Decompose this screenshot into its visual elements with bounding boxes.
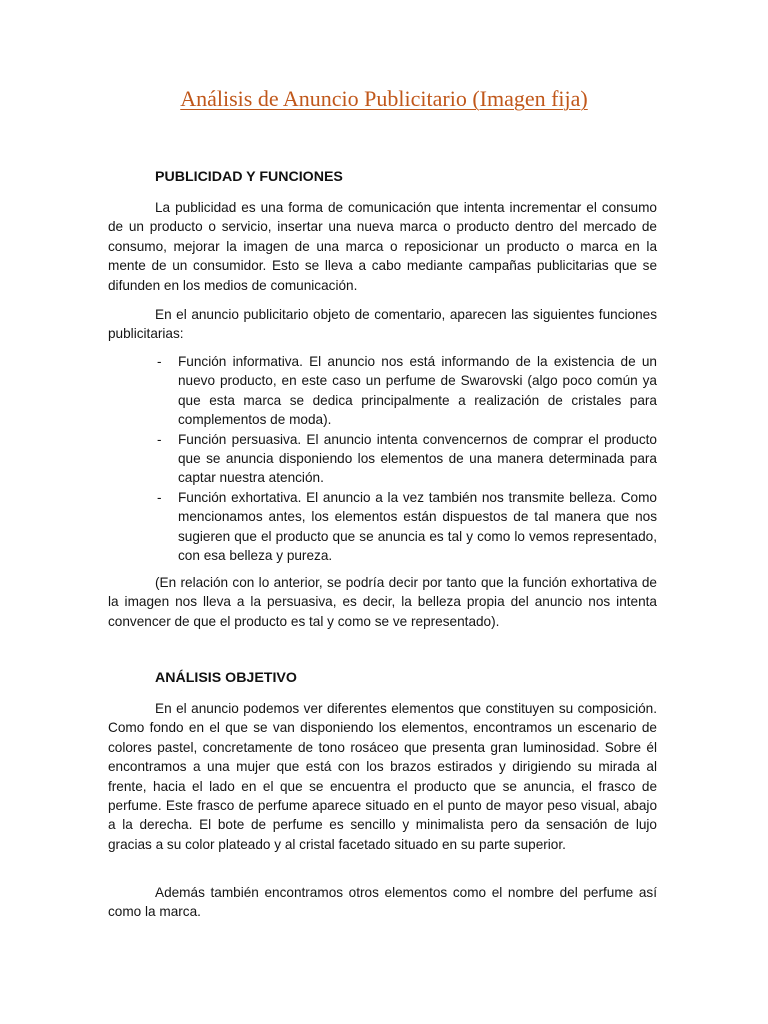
document-title: Análisis de Anuncio Publicitario (Imagen fija)	[180, 86, 588, 111]
paragraph-relacion-funciones: (En relación con lo anterior, se podría decir por tanto que la función exhortativa de la imagen nos lleva a la persuasiva, es decir, la belleza propia del anuncio nos intenta convencer de que el producto es tal y como se ve representado).	[108, 575, 657, 629]
list-item-funcion-persuasiva	[108, 430, 657, 488]
bullet-dash: -	[157, 431, 162, 447]
section-heading-analisis-objetivo: ANÁLISIS OBJETIVO	[155, 670, 297, 686]
paragraph-funciones-intro: En el anuncio publicitario objeto de comentario, aparecen las siguientes funciones publicitarias:	[108, 307, 657, 342]
list-item-text: Función exhortativa. El anuncio a la vez también nos transmite belleza. Como mencionamos antes, los elementos están dispuestos de tal manera que nos sugieren que el producto que se anuncia es tal y como lo vemos representado, con esa belleza y pureza.	[178, 489, 657, 564]
paragraph-analisis-composicion: En el anuncio podemos ver diferentes elementos que constituyen su composición. Como fondo en el que se van disponiendo los elementos, encontramos un escenario de colores pastel, concretamente de tono rosáceo que presenta gran luminosidad. Sobre él encontramos a una mujer que está con los brazos estirados y dirigiendo su mirada al frente, hacia el lado en el que se encuentra el producto que se anuncia, el frasco de perfume. Este frasco de perfume aparece situado en el punto de mayor peso visual, abajo a la derecha. El bote de perfume es sencillo y minimalista pero da sensación de lujo gracias a su color plateado y al cristal facetado situado en su parte superior.	[108, 701, 657, 852]
paragraph-definicion-publicidad: La publicidad es una forma de comunicación que intenta incrementar el consumo de un producto o servicio, insertar una nueva marca o producto dentro del mercado de consumo, mejorar la imagen de una marca o reposicionar un producto o marca en la mente de un consumidor. Esto se lleva a cabo mediante campañas publicitarias que se difunden en los medios de comunicación.	[108, 200, 657, 293]
bullet-dash: -	[157, 489, 162, 505]
section-heading-publicidad: PUBLICIDAD Y FUNCIONES	[155, 169, 343, 185]
list-item-text: Función persuasiva. El anuncio intenta convencernos de comprar el producto que se anuncia disponiendo los elementos de una manera determinada para captar nuestra atención.	[178, 431, 657, 486]
list-item-text: Función informativa. El anuncio nos está informando de la existencia de un nuevo producto, en este caso un perfume de Swarovski (algo poco común ya que esta marca se dedica principalmente a realización de cristales para complementos de moda).	[178, 354, 657, 428]
bullet-dash: -	[157, 354, 162, 369]
list-item-funcion-exhortativa	[108, 488, 657, 566]
list-item-funcion-informativa	[108, 352, 657, 430]
paragraph-otros-elementos: Además también encontramos otros elementos como el nombre del perfume así como la marca.	[108, 885, 657, 920]
funciones-list	[108, 352, 657, 565]
